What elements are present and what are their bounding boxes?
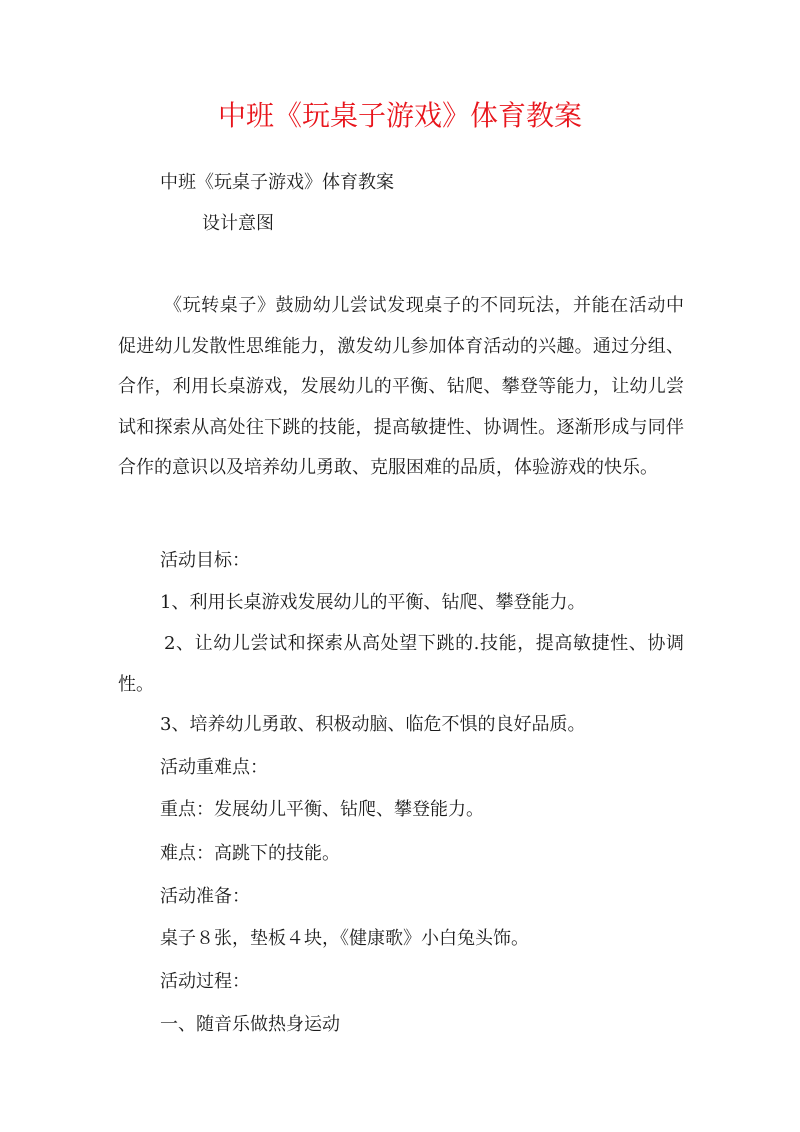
document-title: 中班《玩桌子游戏》体育教案 — [217, 99, 582, 132]
section-design-heading: 设计意图 — [202, 213, 274, 234]
goal-item-3: 3、培养幼儿勇敢、积极动脑、临危不惧的良好品质。 — [160, 714, 586, 735]
preparation-items: 桌子８张，垫板４块，《健康歌》小白兔头饰。 — [160, 928, 529, 949]
goal-item-2: 2、让幼儿尝试和探索从高处望下跳的.技能，提高敏捷性、协调性。 — [118, 633, 684, 695]
key-points-heading: 活动重难点： — [160, 757, 268, 778]
document-subtitle: 中班《玩桌子游戏》体育教案 — [160, 172, 394, 193]
process-heading: 活动过程： — [160, 971, 250, 992]
goals-heading: 活动目标： — [160, 550, 250, 571]
difficult-point: 难点：高跳下的技能。 — [160, 843, 340, 864]
preparation-heading: 活动准备： — [160, 886, 250, 907]
key-point: 重点：发展幼儿平衡、钻爬、攀登能力。 — [160, 799, 484, 820]
design-paragraph: 《玩转桌子》鼓励幼儿尝试发现桌子的不同玩法，并能在活动中促进幼儿发散性思维能力，激发幼儿参加体育活动的兴趣。通过分组、合作，利用长桌游戏，发展幼儿的平衡、钻爬、攀登等能力，让幼儿尝试和探索从高处往下跳的技能，提高敏捷性、协调性。逐渐形成与同伴合作的意识以及培养幼儿勇敢、克服困难的品质，体验游戏的快乐。 — [118, 295, 684, 478]
goal-item-1: 1、利用长桌游戏发展幼儿的平衡、钻爬、攀登能力。 — [160, 592, 586, 613]
process-step-1: 一、随音乐做热身运动 — [160, 1014, 340, 1035]
